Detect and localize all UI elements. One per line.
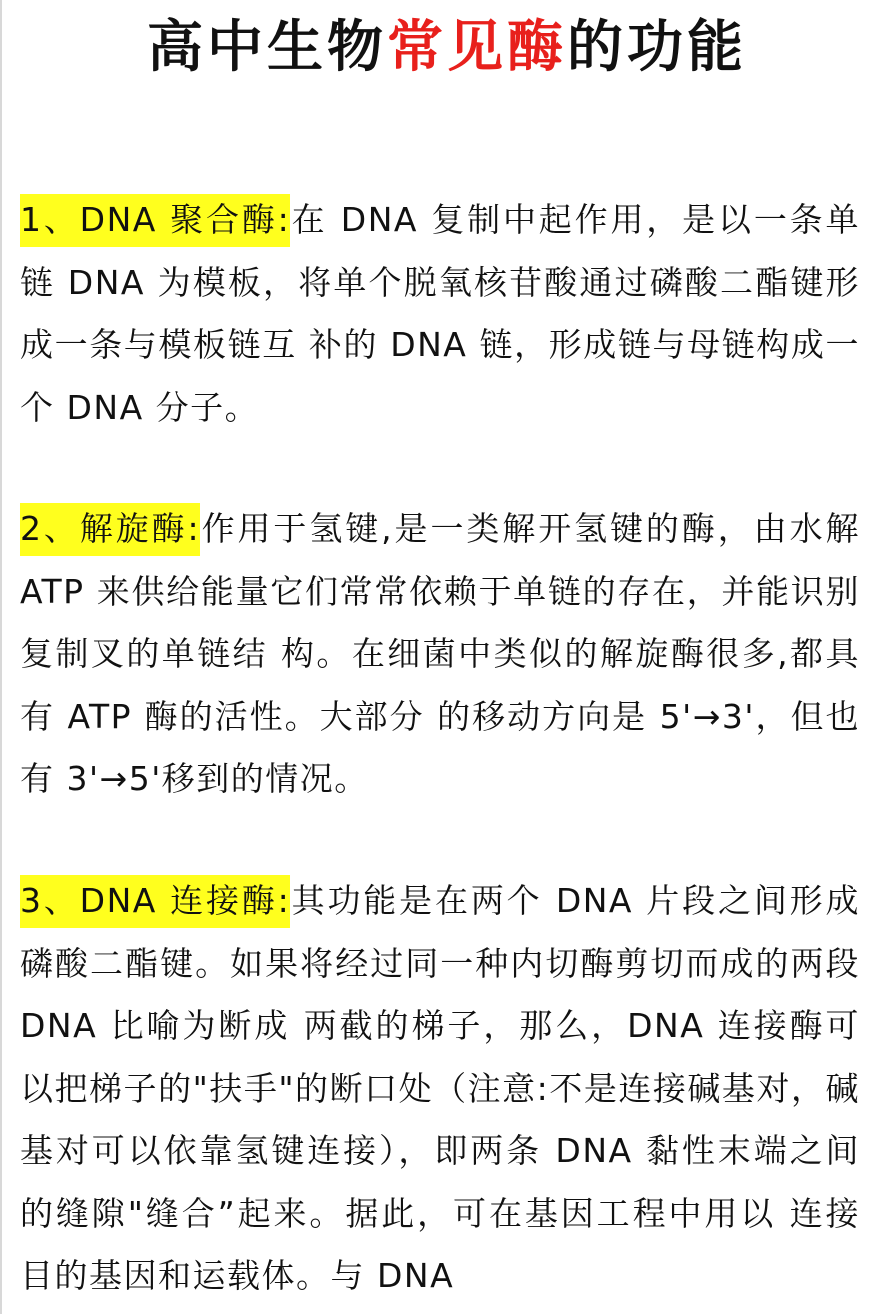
section-label-highlight: 2、解旋酶: [20,503,200,556]
section-label-highlight: 3、DNA 连接酶: [20,875,290,928]
section-helicase [20,498,860,811]
title-part-1: 高中生物 [147,15,387,80]
section-label-highlight: 1、DNA 聚合酶: [20,194,290,247]
section-dna-ligase [20,870,860,1308]
section-body-text: 在 DNA 复制中起作用，是以一条单链 DNA 为模板，将单个脱氧核苷酸通过磷酸二酯键形成一条与模板链互 补的 DNA 链，形成链与母链构成一个 DNA 分子。 [20,200,860,427]
section-dna-polymerase [20,189,860,439]
section-body-text: 其功能是在两个 DNA 片段之间形成磷酸二酯键。如果将经过同一种内切酶剪切而成的两段 DNA 比喻为断成 两截的梯子，那么，DNA 连接酶可以把梯子的"扶手"的断口处（注意:不是连接碱基对，碱基对可以依靠氢键连接），即两条 DNA 黏性末端之间的缝隙"缝合”起来。据此，可在基因工程中用以 连接目的基因和运载体。与 DNA [20,881,860,1295]
title-highlight: 常见酶 [387,15,567,80]
section-body-text: 作用于氢键,是一类解开氢键的酶，由水解 ATP 来供给能量它们常常依赖于单链的存在，并能识别复制叉的单链结 构。在细菌中类似的解旋酶很多,都具有 ATP 酶的活性。大部分 的移动方向是 5'→3'，但也有 3'→5'移到的情况。 [20,509,860,798]
page-title [2,10,890,86]
title-part-2: 的功能 [567,15,747,80]
